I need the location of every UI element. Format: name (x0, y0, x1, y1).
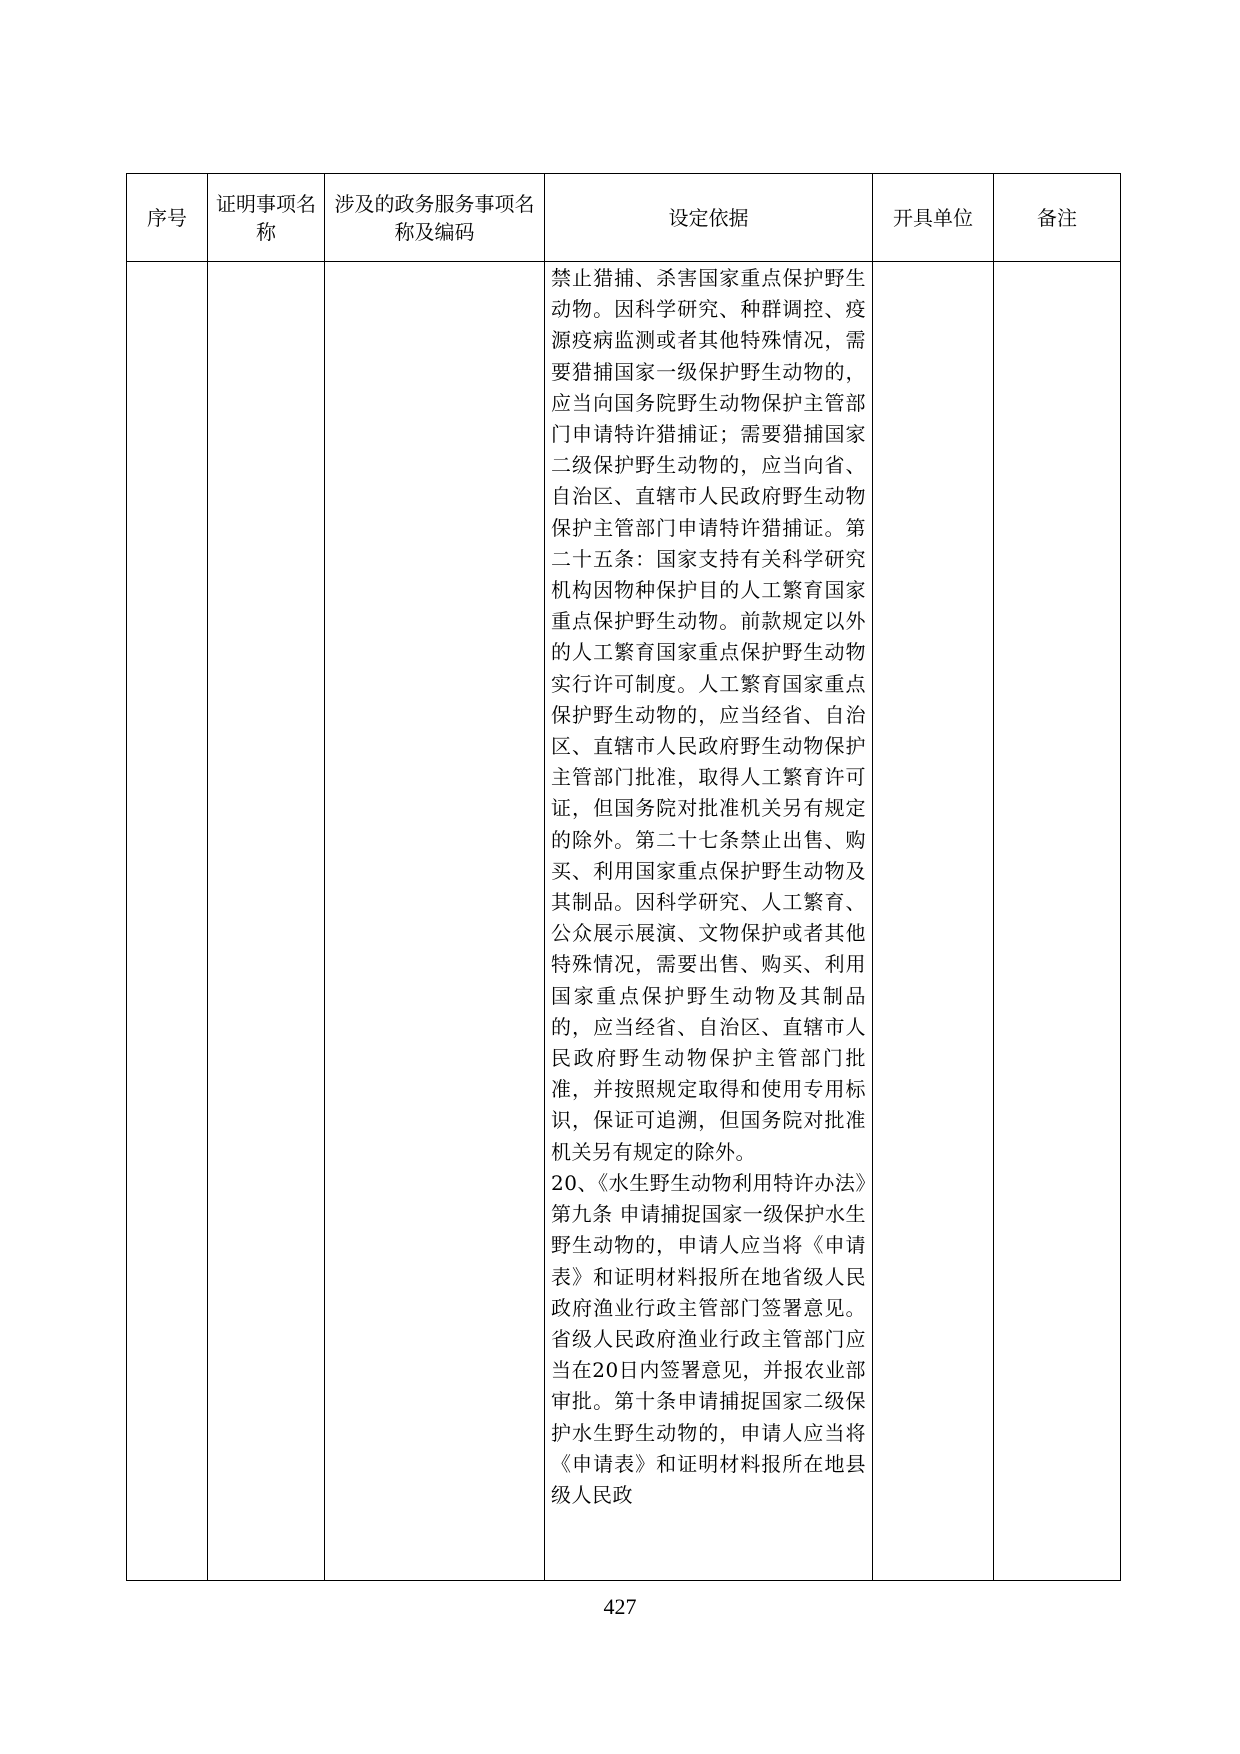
table-row (127, 262, 1121, 1581)
header-cert-name: 证明事项名称 (208, 174, 325, 262)
cell-cert-name (208, 262, 325, 1581)
header-seq: 序号 (127, 174, 208, 262)
certification-table (126, 173, 1121, 1581)
header-basis: 设定依据 (545, 174, 873, 262)
cell-remarks (994, 262, 1121, 1581)
cell-service-item (325, 262, 545, 1581)
page-number: 427 (603, 1594, 637, 1619)
basis-paragraph-2: 20、《水生野生动物利用特许办法》第九条 申请捕捉国家一级保护水生野生动物的，申请人应当将《申请表》和证明材料报所在地省级人民政府渔业行政主管部门签署意见。省级人民政府渔业行政主管部门应当在20日内签署意见，并报农业部审批。第十条申请捕捉国家二级保护水生野生动物的，申请人应当将《申请表》和证明材料报所在地县级人民政 (551, 1170, 866, 1507)
table-header-row (127, 174, 1121, 262)
cell-basis (545, 262, 873, 1581)
basis-paragraph-1: 禁止猎捕、杀害国家重点保护野生动物。因科学研究、种群调控、疫源疫病监测或者其他特殊情况，需要猎捕国家一级保护野生动物的，应当向国务院野生动物保护主管部门申请特许猎捕证；需要猎捕国家二级保护野生动物的，应当向省、自治区、直辖市人民政府野生动物保护主管部门申请特许猎捕证。第二十五条：国家支持有关科学研究机构因物种保护目的人工繁育国家重点保护野生动物。前款规定以外的人工繁育国家重点保护野生动物实行许可制度。人工繁育国家重点保护野生动物的，应当经省、自治区、直辖市人民政府野生动物保护主管部门批准，取得人工繁育许可证，但国务院对批准机关另有规定的除外。第二十七条禁止出售、购买、利用国家重点保护野生动物及其制品。因科学研究、人工繁育、公众展示展演、文物保护或者其他特殊情况，需要出售、购买、利用国家重点保护野生动物及其制品的，应当经省、自治区、直辖市人民政府野生动物保护主管部门批准，并按照规定取得和使用专用标识，保证可追溯，但国务院对批准机关另有规定的除外。 (551, 266, 866, 1164)
header-issuer: 开具单位 (873, 174, 994, 262)
header-service-item: 涉及的政务服务事项名称及编码 (325, 174, 545, 262)
header-remarks: 备注 (994, 174, 1121, 262)
cell-issuer (873, 262, 994, 1581)
cell-seq (127, 262, 208, 1581)
basis-text (545, 262, 872, 1511)
